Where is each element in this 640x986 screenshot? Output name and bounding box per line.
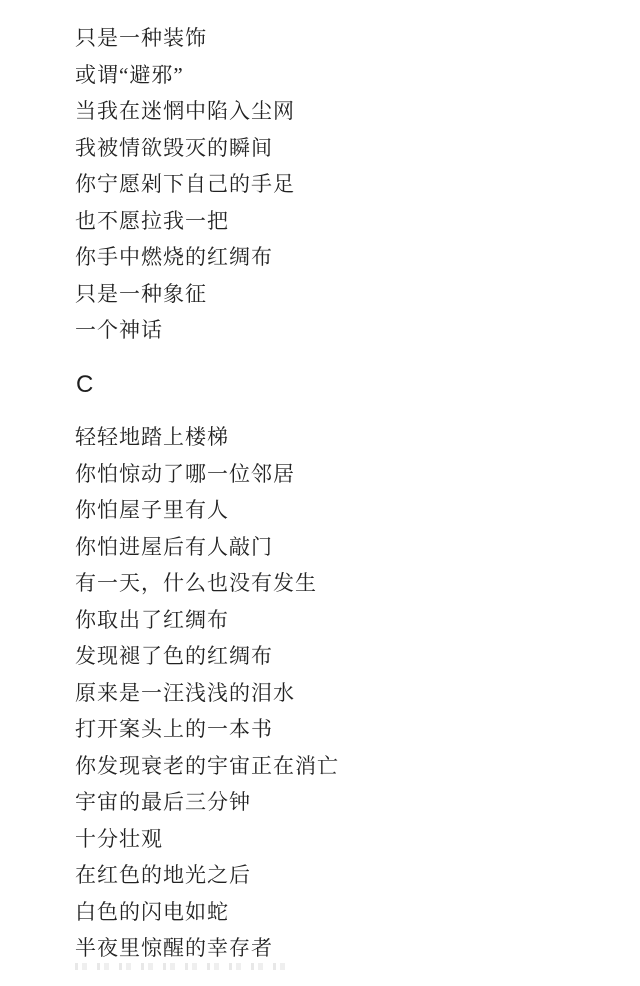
- section-heading-c: C: [76, 371, 94, 398]
- poem-line: 你发现衰老的宇宙正在消亡: [75, 753, 339, 778]
- poem-line: 只是一种象征: [75, 281, 207, 306]
- poem-line: 白色的闪电如蛇: [75, 899, 229, 924]
- poem-line: 我被情欲毁灭的瞬间: [75, 135, 273, 160]
- poem-line: 发现褪了色的红绸布: [75, 644, 273, 668]
- poem-line: 当我在迷惘中陷入尘网: [75, 99, 295, 123]
- poem-line: 原来是一汪浅浅的泪水: [75, 680, 295, 705]
- poem-line: 你手中燃烧的红绸布: [75, 245, 273, 269]
- cut-off-next-line-fragment: [75, 963, 290, 970]
- poem-line: 你怕屋子里有人: [75, 498, 229, 522]
- poem-line: 也不愿拉我一把: [75, 208, 229, 233]
- poem-line: 十分壮观: [75, 826, 163, 851]
- poem-line: 轻轻地踏上楼梯: [75, 425, 229, 449]
- poem-line: 在红色的地光之后: [75, 863, 251, 887]
- poem-line: 你取出了红绸布: [75, 607, 229, 632]
- poem-stanza-c: [75, 419, 339, 967]
- poem-line: 一个神话: [75, 318, 163, 342]
- poem-line: 打开案头上的一本书: [75, 717, 273, 741]
- poem-stanza-b: [75, 20, 295, 349]
- poem-line: 有一天，什么也没有发生: [75, 571, 317, 595]
- poem-line: 或谓“避邪”: [75, 62, 184, 87]
- poem-line: 你怕惊动了哪一位邻居: [75, 461, 295, 486]
- poem-line: 你怕进屋后有人敲门: [75, 534, 273, 559]
- poem-line: 宇宙的最后三分钟: [75, 790, 251, 814]
- poem-line: 你宁愿剁下自己的手足: [75, 172, 295, 196]
- poem-line: 半夜里惊醒的幸存者: [75, 936, 273, 960]
- poem-line: 只是一种装饰: [75, 26, 207, 50]
